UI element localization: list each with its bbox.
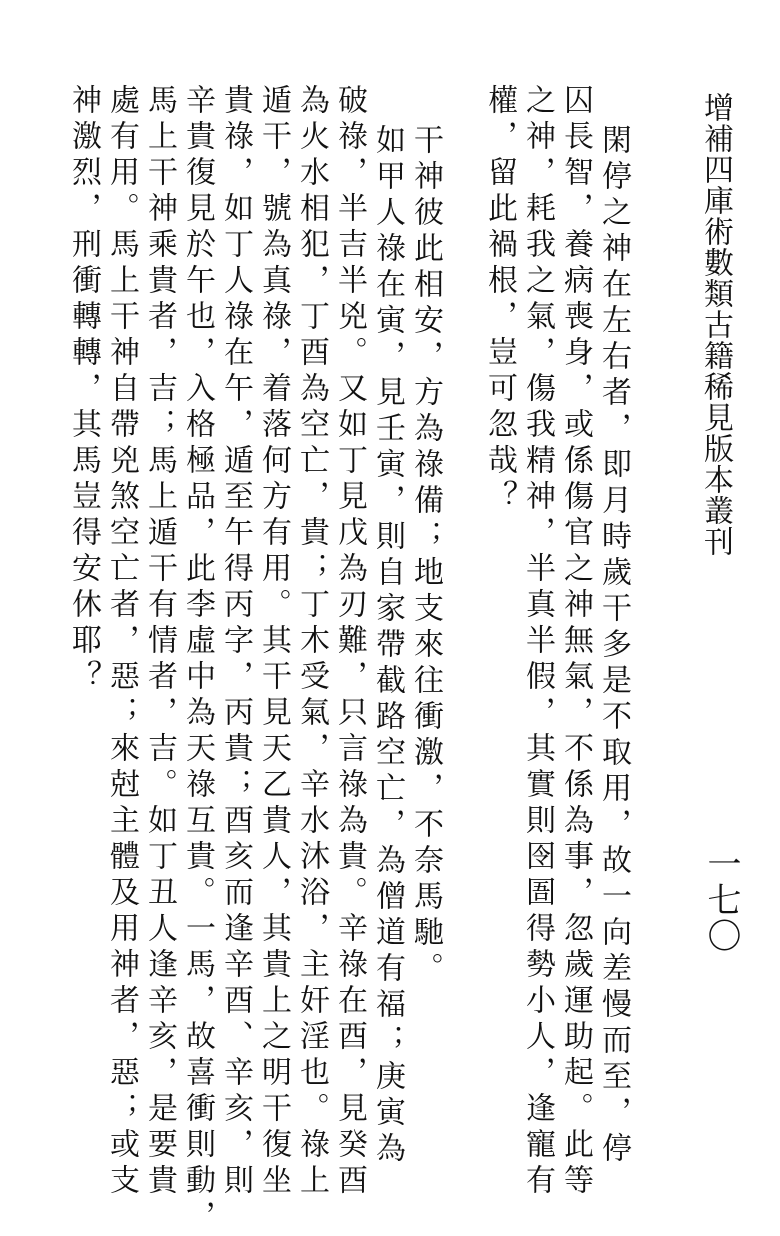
page-number: 一七〇 bbox=[701, 846, 741, 954]
text-column-4: 權，留此禍根，豈可忽哉？ bbox=[482, 84, 517, 516]
text-column-3: 之神，耗我之氣，傷我精神，半真半假，其實則囹圄得勢小人，逢寵有 bbox=[520, 84, 555, 1200]
text-column-9: 遁干，號為真祿，着落何方有用。其干見天乙貴人，其貴上之明干復坐 bbox=[256, 84, 291, 1200]
text-column-12: 馬上干神乘貴者，吉；馬上遁干有情者，吉。如丁丑人逢辛亥，是要貴 bbox=[142, 84, 177, 1200]
text-column-13: 處有用。馬上干神自帶兇煞空亡者，惡；來尅主體及用神者，惡；或支 bbox=[104, 84, 139, 1200]
text-column-5-heading: 干神彼此相安，方為祿備；地支來往衝激，不奈馬馳。 bbox=[408, 124, 443, 988]
series-title: 增補四庫術數類古籍稀見版本叢刊 bbox=[698, 92, 733, 557]
text-column-1: 閑停之神在左右者，即月時歲干多是不取用，故一向差慢而至，停 bbox=[596, 124, 631, 1168]
text-column-8: 為火水相犯，丁酉為空亡，貴；丁木受氣，辛水沐浴，主奸淫也。祿上 bbox=[294, 84, 329, 1200]
text-column-7: 破祿，半吉半兇。又如丁見戊為刃難，只言祿為貴。辛祿在酉，見癸酉 bbox=[332, 84, 367, 1200]
text-column-11: 辛貴復見於午也，入格極品，此李虛中為天祿互貴。一馬，故喜衝則動， bbox=[180, 84, 215, 1236]
text-column-14: 神激烈，刑衝轉轉，其馬豈得安休耶？ bbox=[66, 84, 101, 696]
text-column-10: 貴祿，如丁人祿在午，遁至午得丙字，丙貴；酉亥而逢辛酉、辛亥，則 bbox=[218, 84, 253, 1200]
text-column-2: 囚長智，養病喪身，或係傷官之神無氣，不係為事，忽歲運助起。此等 bbox=[558, 84, 593, 1200]
text-column-6: 如甲人祿在寅，見壬寅，則自家帶截路空亡，為僧道有福；庚寅為 bbox=[370, 124, 405, 1168]
